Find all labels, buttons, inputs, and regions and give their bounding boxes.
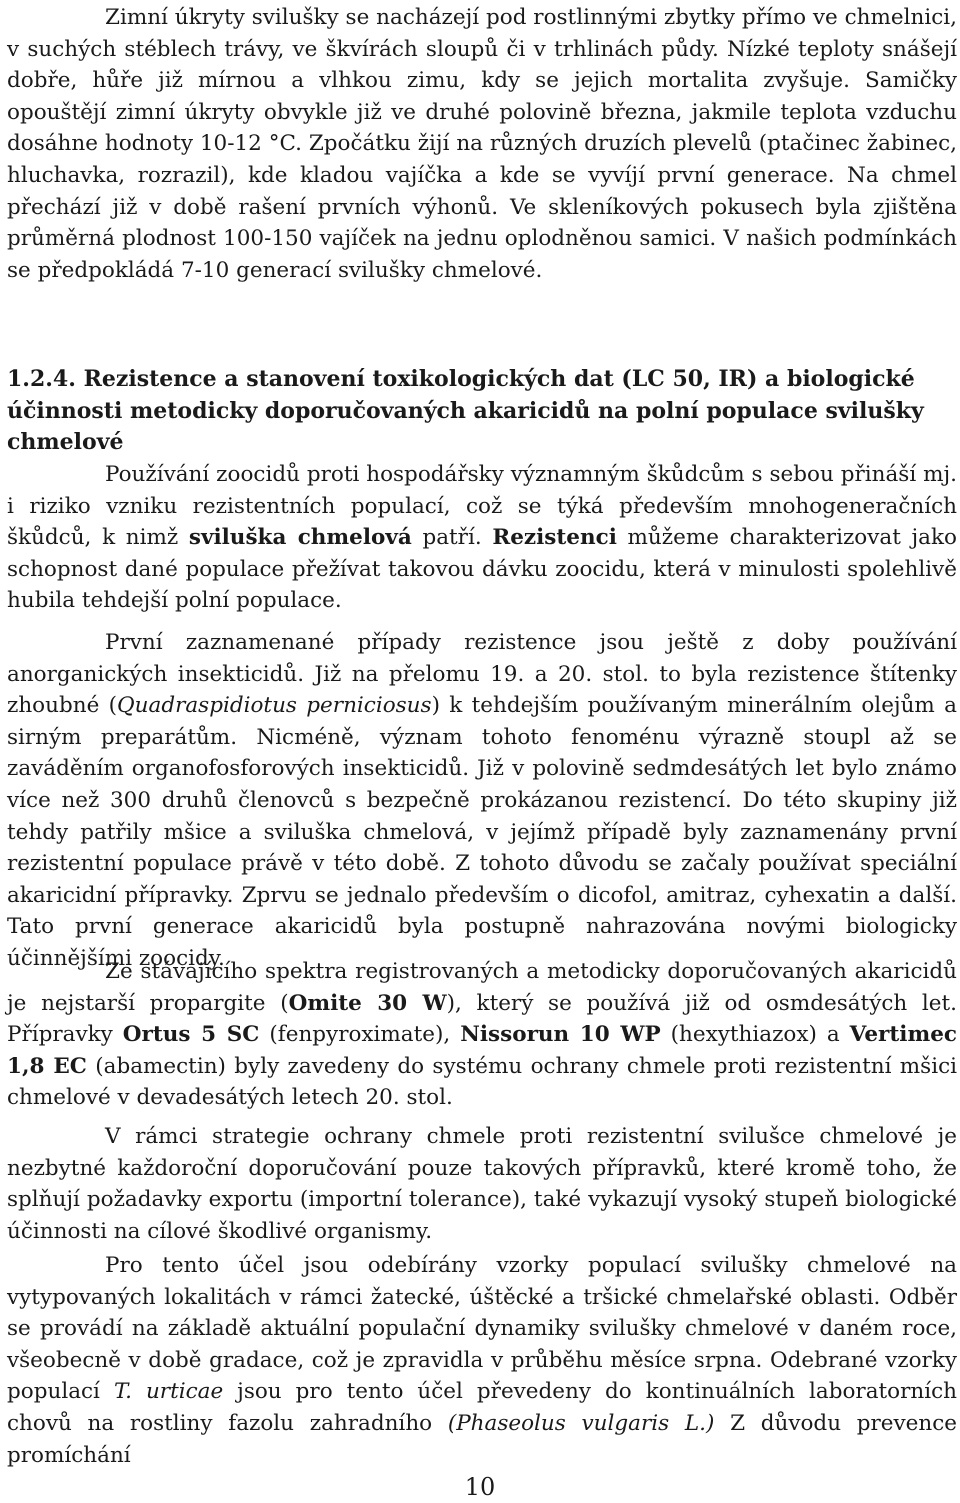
paragraph-history [7, 627, 957, 975]
text-run: (hexythiazox) a [660, 1022, 850, 1048]
species-name: T. urticae [113, 1379, 224, 1405]
paragraph-acaricides [7, 956, 957, 1114]
page-number: 10 [464, 1473, 496, 1501]
product-ortus: Ortus 5 SC [122, 1022, 260, 1048]
text-run: jsou pro tento účel převedeny do kontinuálních laboratorních chovů na rostliny fazolu zahradního [7, 1379, 958, 1436]
text-run: Pro tento účel jsou odebírány vzorky populací svilušky chmelové na vytypovaných lokalitách v rámci žatecké, úštěcké a tršické chmelařské oblasti. Odběr se provádí na základě aktuální populační dynamiky svilušky chmelové v daném roce, všeobecně v době gradace, což je zpravidla v průběhu měsíce srpna. Odebrané vzorky populací [7, 1253, 957, 1405]
species-name: (Phaseolus vulgaris L.) [447, 1410, 715, 1436]
text-run: První zaznamenané případy rezistence jsou ještě z doby používání anorganických insekticidů. Již na přelomu 19. a 20. stol. to byla rezistence štítenky zhoubné ( [7, 630, 957, 719]
text-run: Z důvodu prevence promíchání [7, 1410, 957, 1468]
text-run: (fenpyroximate), [259, 1022, 461, 1048]
paragraph-strategy [7, 1121, 957, 1247]
intro-text: Zimní úkryty svilušky se nacházejí pod rostlinnými zbytky přímo ve chmelnici, v suchých stéblech trávy, ve škvírách sloupů či v trhlinách půdy. Nízké teploty snášejí dobře, hůře již mírnou a vlhkou zimu, kdy se jejich mortalita zvyšuje. Samičky opouštějí zimní úkryty obvykle již ve druhé polovině března, jakmile teplota vzduchu dosáhne hodnoty 10-12 °C. Zpočátku žijí na různých druzích plevelů (ptačinec žabinec, hluchavka, rozrazil), kde kladou vajíčka a kde se vyvíjí první generace. Na chmel přechází již v době rašení prvních výhonů. Ve skleníkových pokusech byla zjištěna průměrná plodnost 100-150 vajíček na jednu oplodněnou samici. V našich podmínkách se předpokládá 7-10 generací svilušky chmelové. [7, 5, 957, 283]
text-run: patří. [411, 525, 493, 551]
text-run: V rámci strategie ochrany chmele proti rezistentní svilušce chmelové je nezbytné každoroční doporučování pouze takových přípravků, které kromě toho, že splňují požadavky exportu (importní tolerance), také vykazují vysoký stupeň biologické účinnosti na cílové škodlivé organismy. [7, 1124, 957, 1244]
paragraph-sampling [7, 1250, 957, 1471]
term-sviluska-chmelova: sviluška chmelová [188, 525, 412, 551]
intro-paragraph [7, 2, 957, 286]
text-run: (abamectin) byly zavedeny do systému ochrany chmele proti rezistentní mšici chmelové v devadesátých letech 20. stol. [7, 1053, 958, 1111]
term-rezistenci: Rezistenci [492, 525, 617, 551]
section-heading [7, 364, 960, 459]
section-title: Rezistence a stanovení toxikologických dat (LC 50, IR) a biologické účinnosti metodicky doporučovaných akaricidů na polní populace svilušky chmelové [7, 366, 924, 456]
product-vertimec: Vertimec 1,8 EC [7, 1022, 957, 1079]
product-nissorun: Nissorun 10 WP [460, 1022, 661, 1048]
product-omite: Omite 30 W [288, 990, 447, 1016]
section-number: 1.2.4. [7, 366, 76, 392]
text-run: ), který se používá již od osmdesátých let. Přípravky [7, 990, 957, 1048]
text-run: ) k tehdejším používaným minerálním olejům a sirným preparátům. Nicméně, význam tohoto fenoménu výrazně stoupl až se zaváděním organofosforových insekticidů. Již v polovině sedmdesátých let bylo známo více než 300 druhů členovců s bezpečně prokázanou rezistencí. Do této skupiny již tehdy patřily mšice a sviluška chmelová, v jejímž případě byly zaznamenány první rezistentní populace právě v této době. Z tohoto důvodu se začaly používat speciální akaricidní přípravky. Zprvu se jednalo především o dicofol, amitraz, cyhexatin a další. Tato první generace akaricidů byla postupně nahrazována novými biologicky účinnějšími zoocidy. [7, 693, 957, 971]
paragraph-resistance-definition [7, 459, 957, 617]
species-name: Quadraspidiotus perniciosus [117, 693, 432, 719]
text-run: Ze stávajícího spektra registrovaných a metodicky doporučovaných akaricidů je nejstarší propargite ( [7, 959, 957, 1016]
text-run: můžeme charakterizovat jako schopnost dané populace přežívat takovou dávku zoocidu, která v minulosti spolehlivě hubila tehdejší polní populace. [7, 525, 957, 614]
text-run: Používání zoocidů proti hospodářsky významným škůdcům s sebou přináší mj. i riziko vzniku rezistentních populací, což se týká především mnohogeneračních škůdců, k nimž [7, 462, 957, 551]
